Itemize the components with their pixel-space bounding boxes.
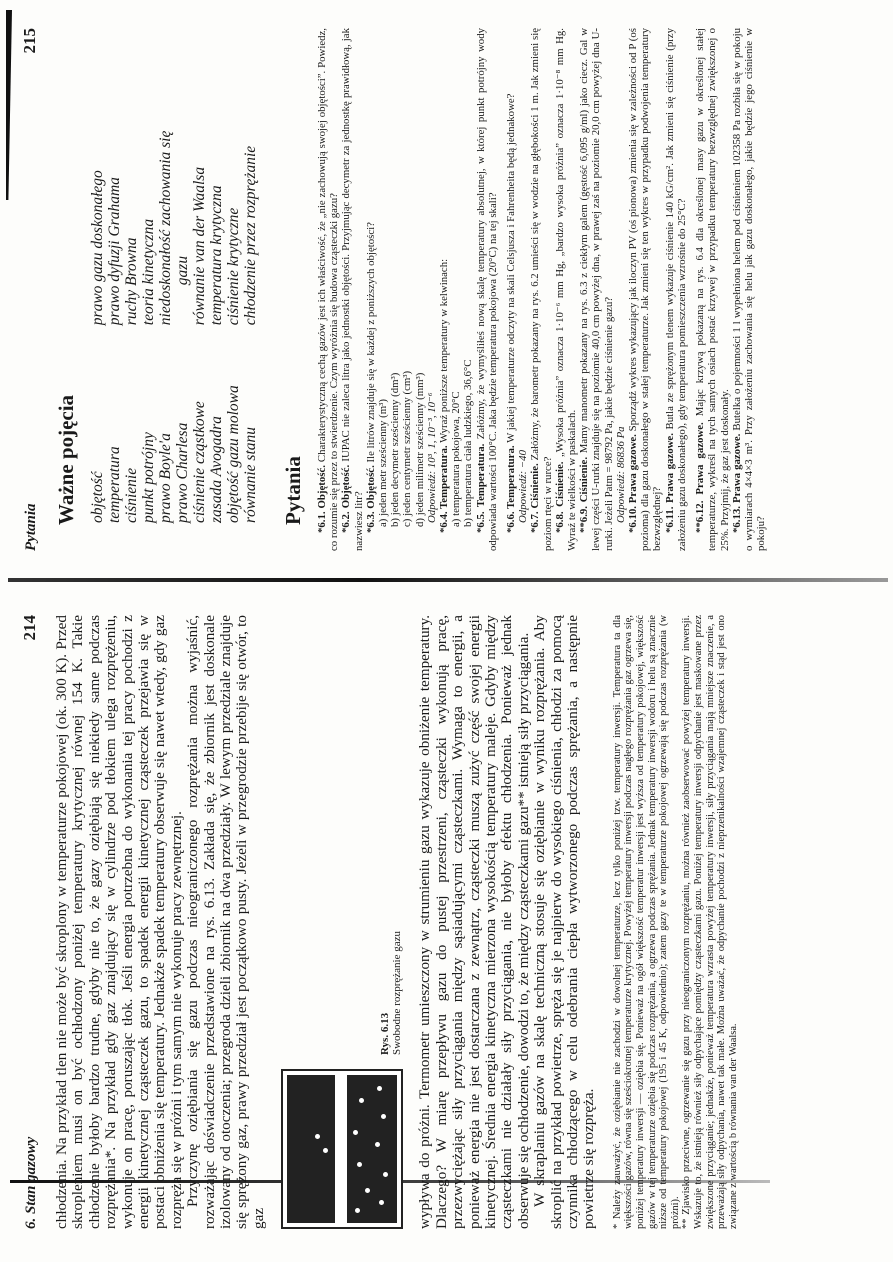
question: *6.5. Temperatura. Załóżmy, że wymyśliłeś nową skalę temperatury absolutnej, w której punkt potrójny wody odpowiada wartości 100°C. Jaka będzie temperatura pokojowa (20°C) na tej skali? [474, 28, 499, 551]
empty-chamber [287, 1075, 335, 1223]
question: *6.6. Temperatura. W jakiej temperaturze odczyty na skali Celsjusza i Fahrenheita będą jednakowe? [505, 93, 518, 533]
page-number: 214 [20, 615, 39, 641]
term: objętość gazu molowa [225, 385, 242, 523]
paragraph: W skraplaniu gazów na skalę techniczną stosuje się oziębianie w wyniku rozprężania. Aby skroplić na przykład powietrze, spręża się je najpierw do wysokiego ciśnienia, chłodzi za pomocą czynnika chłodzącego w celu odebrania ciepła wytworzonego podczas sprężania, a następnie powietrze się rozpręża. [531, 615, 598, 1229]
question: *6.3. Objętość. Ile litrów znajduje się w każdej z poniższych objętości? [364, 222, 377, 533]
term: prawo gazu doskonałego [89, 170, 106, 326]
paragraph: Przyczynę oziębiania się gazu podczas nieograniczonego rozprężania można wyjaśnić, rozważając doświadczenie przedstawione na rys. 6.13. Zakłada się, że zbiornik jest doskonale izolowany od otoczenia; przegroda dzieli zbiornik na dwa przedziały. W lewym przedziale znajduje się sprężony gaz, prawy przedział jest początkowo pusty. Jeżeli w przegrodzie przebije się otwór, to gaz [184, 615, 267, 1229]
term: ciśnienie [123, 467, 140, 523]
term: zasada Avogadra [208, 416, 225, 523]
question-option: c) jeden centymetr sześcienny (cm³) [401, 370, 414, 527]
term: prawo Boyle'a [157, 433, 174, 523]
footnote: ** Zjawisko przeciwne, ogrzewanie się gazu przy nieograniczonym rozprężaniu, można również zaobserwować powyżej temperatury inwersji. Wskazuje to, że istnieją również siły odpychające pomiędzy cząsteczkami gazu. Poniżej temperatury inwersji odpychanie jest maskowane przez zwiększone przyciąganie; jednakże, ponieważ temperatura wzrasta powyżej temperatury inwersji, siły przyciągania mają mniejsze znaczenie, a przeważają siły odpychania, nawet tak małe. Można uważać, że odpychanie pochodzi z nieprzenikalności wzajemnej cząsteczek i stąd jest ono związane z wartością b równania van der Waalsa. [681, 615, 739, 1229]
question: *6.13. Prawa gazowe. Butelka o pojemności 1 l wypełniona helem pod ciśnieniem 102358 Pa rozbiła się w pokoju o wymiarach 4×4×3 m³. Przy założeniu zachowania się helu jak gazu doskonałego, jakie będzie jego ciśnienie w pokoju? [730, 28, 768, 551]
questions-heading: Pytania [281, 456, 305, 525]
term: ruchy Browna [123, 237, 140, 326]
term: teoria kinetyczna [140, 218, 157, 326]
question: *6.11. Prawa gazowe. Butla ze sprężonym tlenem wykazuje ciśnienie 140 kG/cm². Jak zmieni się ciśnienie (przy założeniu gazu doskonałego), gdy temperatura pomieszczenia wzrośnie do 25°C? [663, 27, 688, 551]
term: temperatura krytyczna [208, 185, 225, 326]
term: chłodzenie przez rozprężanie [242, 145, 259, 326]
term: niedoskonałość zachowania się [157, 130, 174, 326]
question: *6.2. Objętość. IUPAC nie zaleca litra jako jednostki objętości. Przyjmując decymetr za jednostkę prawidłową, jak nazwiesz litr? [340, 28, 365, 551]
terms-column-1 [89, 385, 259, 523]
body-text [54, 615, 267, 1229]
terms-column-2 [89, 131, 259, 326]
question: *6.7. Ciśnienie. Załóżmy, że barometr pokazany na rys. 6.2 umieści się w wodzie na głębokości 1 m. Jak zmieni się poziom rtęci w rurce? [529, 27, 554, 551]
question-option: b) temperatura ciała ludzkiego, 36,6°C [462, 359, 475, 527]
page-215 [12, 10, 872, 575]
answer: Odpowiedź: −40 [517, 450, 530, 523]
term: prawo Charlesa [174, 422, 191, 523]
question: *6.10. Prawa gazowe. Sporządź wykres wykazujący jak iloczyn PV (oś pionowa) zmienia się w zależności od P (oś pozioma) dla gazu doskonałego w stałej temperaturze. Jak zmieni się ten wykres w przypadku podwojenia temperatury bezwzględnej? [627, 28, 664, 551]
term: temperatura [106, 446, 123, 523]
paragraph: wypływa do próżni. Termometr umieszczony w strumieniu gazu wykazuje obniżenie temperatury. Dlaczego? W miarę przepływu gazu do pustej przestrzeni, cząsteczki wykonują pracę, przezwyciężając siły przyciągania między sąsiadującymi cząsteczkami. Wymaga to energii, a ponieważ energia nie jest dostarczana z zewnątrz, cząsteczki muszą zużyć część swojej energii kinetycznej. Średnia energia kinetyczna mierzona wysokością temperatury maleje. Gdyby między cząsteczkami nie działały siły przyciągania, nie byłoby efektu chłodzenia. Ponieważ jednak obserwuje się ochłodzenie, dowodzi to, że między cząsteczkami gazu** istnieją siły przyciągania. [416, 615, 532, 1229]
term: ciśnienie krytyczne [225, 207, 242, 326]
question-option: b) jeden decymetr sześcienny (dm³) [389, 372, 402, 527]
gas-expansion-diagram [281, 1069, 403, 1229]
terms-list [89, 28, 259, 523]
figure [281, 615, 403, 1229]
answer: Odpowiedź: 10³, 1, 10⁻³, 10⁻⁶ [425, 392, 438, 523]
running-header [20, 615, 40, 1229]
running-title: 6. Stan gazowy [23, 1136, 39, 1229]
question: *6.8. Ciśnienie. „Wysoka próżnia” oznacza 1·10⁻⁶ mm Hg, „bardzo wysoka próżnia” oznacza 1·10⁻⁸ mm Hg. Wyraź te wielkości w paskalach. [553, 28, 579, 551]
paragraph: chłodzenia. Na przykład tlen nie może być skroplony w temperaturze pokojowej (ok. 300 K). Przed skropleniem musi on być ochłodzony poniżej temperatury krytycznej równej 154 K. Takie chłodzenie byłoby bardzo trudne, gdyby nie to, że gazy oziębiają się niekiedy same podczas rozprężania*. Na przykład gdy gaz znajdujący się w cylindrze pod tłokiem ulega rozprężeniu, wykonuje on pracę, poruszając tłok. Jeśli energia potrzebna do wykonania tej pracy pochodzi z energii kinetycznej cząsteczek gazu, to spadek energii kinetycznej cząsteczek przejawia się w postaci obniżenia się temperatury. Jednakże spadek temperatury obserwuje się nawet wtedy, gdy gaz rozpręża się w próżni i tym samym nie wykonuje pracy zewnętrznej. [53, 615, 185, 1229]
term: równanie van der Waalsa [191, 166, 208, 326]
figure-label: Rys. 6.13 [379, 1012, 392, 1055]
running-header [20, 28, 40, 551]
running-title: Pytania [23, 503, 39, 551]
question-option: a) jeden metr sześcienny (m³) [377, 399, 390, 527]
questions-list [316, 28, 767, 551]
body-text-continued [417, 615, 597, 1229]
gas-chamber [347, 1075, 397, 1223]
answer: Odpowiedź: 86836 Pa [614, 426, 627, 523]
question-option: a) temperatura pokojowa, 20°C [450, 391, 463, 527]
question: **6.9. Ciśnienie. Mamy manometr pokazany na rys. 6.3 z ciekłym galem (gęstość 6,095 g/ml) jako ciecz. Gal w lewej części U-rurki znajduje się na poziomie 40,0 cm powyżej dna, w prawej zaś na poziomie 20,0 cm powyżej dna U-rurki. Jeżeli Patm = 98792 Pa, jakie będzie ciśnienie gazu? [578, 28, 615, 551]
question: *6.1. Objętość. Charakterystyczną cechą gazów jest ich właściwość, że „nie zachowują swojej objętości”. Powiedz, co rozumie się przez to stwierdzenie. Czym wyróżnia się budowa cząsteczki gazu? [316, 27, 341, 551]
page-214 [12, 595, 872, 1255]
question-option: d) jeden milimetr sześcienny (mm³) [413, 372, 426, 527]
question: *6.4. Temperatura. Wyraź poniższe temperatury w kelwinach: [438, 258, 451, 533]
term: punkt potrójny [140, 432, 157, 523]
figure-caption [379, 931, 403, 1055]
term: równanie stanu [242, 426, 259, 523]
term: prawo dyfuzji Grahama [106, 177, 123, 326]
figure-caption-text: Swobodne rozprężanie gazu [391, 930, 404, 1055]
term: objętość [89, 471, 106, 523]
footnote: * Należy zauważyć, że oziębianie nie zachodzi w dowolnej temperaturze, lecz tylko poniżej tzw. temperatury inwersji. Temperatura ta dla większości gazów, równa się sześciokrotnej temperaturze krytycznej. Powyżej temperatury inwersji podczas nagłego rozprężania gaz ogrzewa się, poniżej temperatury inwersji — oziębia się. Ponieważ na ogół większość temperatur inwersji jest wyższa od temperatury pokojowej, większość gazów w tej temperaturze oziębia się podczas rozprężania, a ogrzewa podczas sprężania. Jednak temperatury inwersji wodoru i helu są znacznie niższe od temperatury pokojowej (195 i 45 K, odpowiednio); zatem gazy te w temperaturze pokojowej ogrzewają się podczas rozprężania (w próżni). [611, 615, 681, 1229]
footnotes [612, 615, 740, 1229]
page-number: 215 [20, 28, 39, 54]
scan-gutter-shadow [8, 578, 888, 582]
term: ciśnienie cząstkowe [191, 401, 208, 523]
question: **6.12. Prawa gazowe. Mając krzywą pokazaną na rys. 6.4 dla określonej masy gazu w określonej stałej temperaturze, wykreśl na tych samych osiach postać krzywej w przypadku temperatury bezwzględnej zwiększonej o 25%. Przyjmij, że gaz jest doskonały. [694, 27, 731, 551]
term: gazu [174, 255, 191, 286]
terms-heading: Ważne pojęcia [54, 394, 78, 525]
